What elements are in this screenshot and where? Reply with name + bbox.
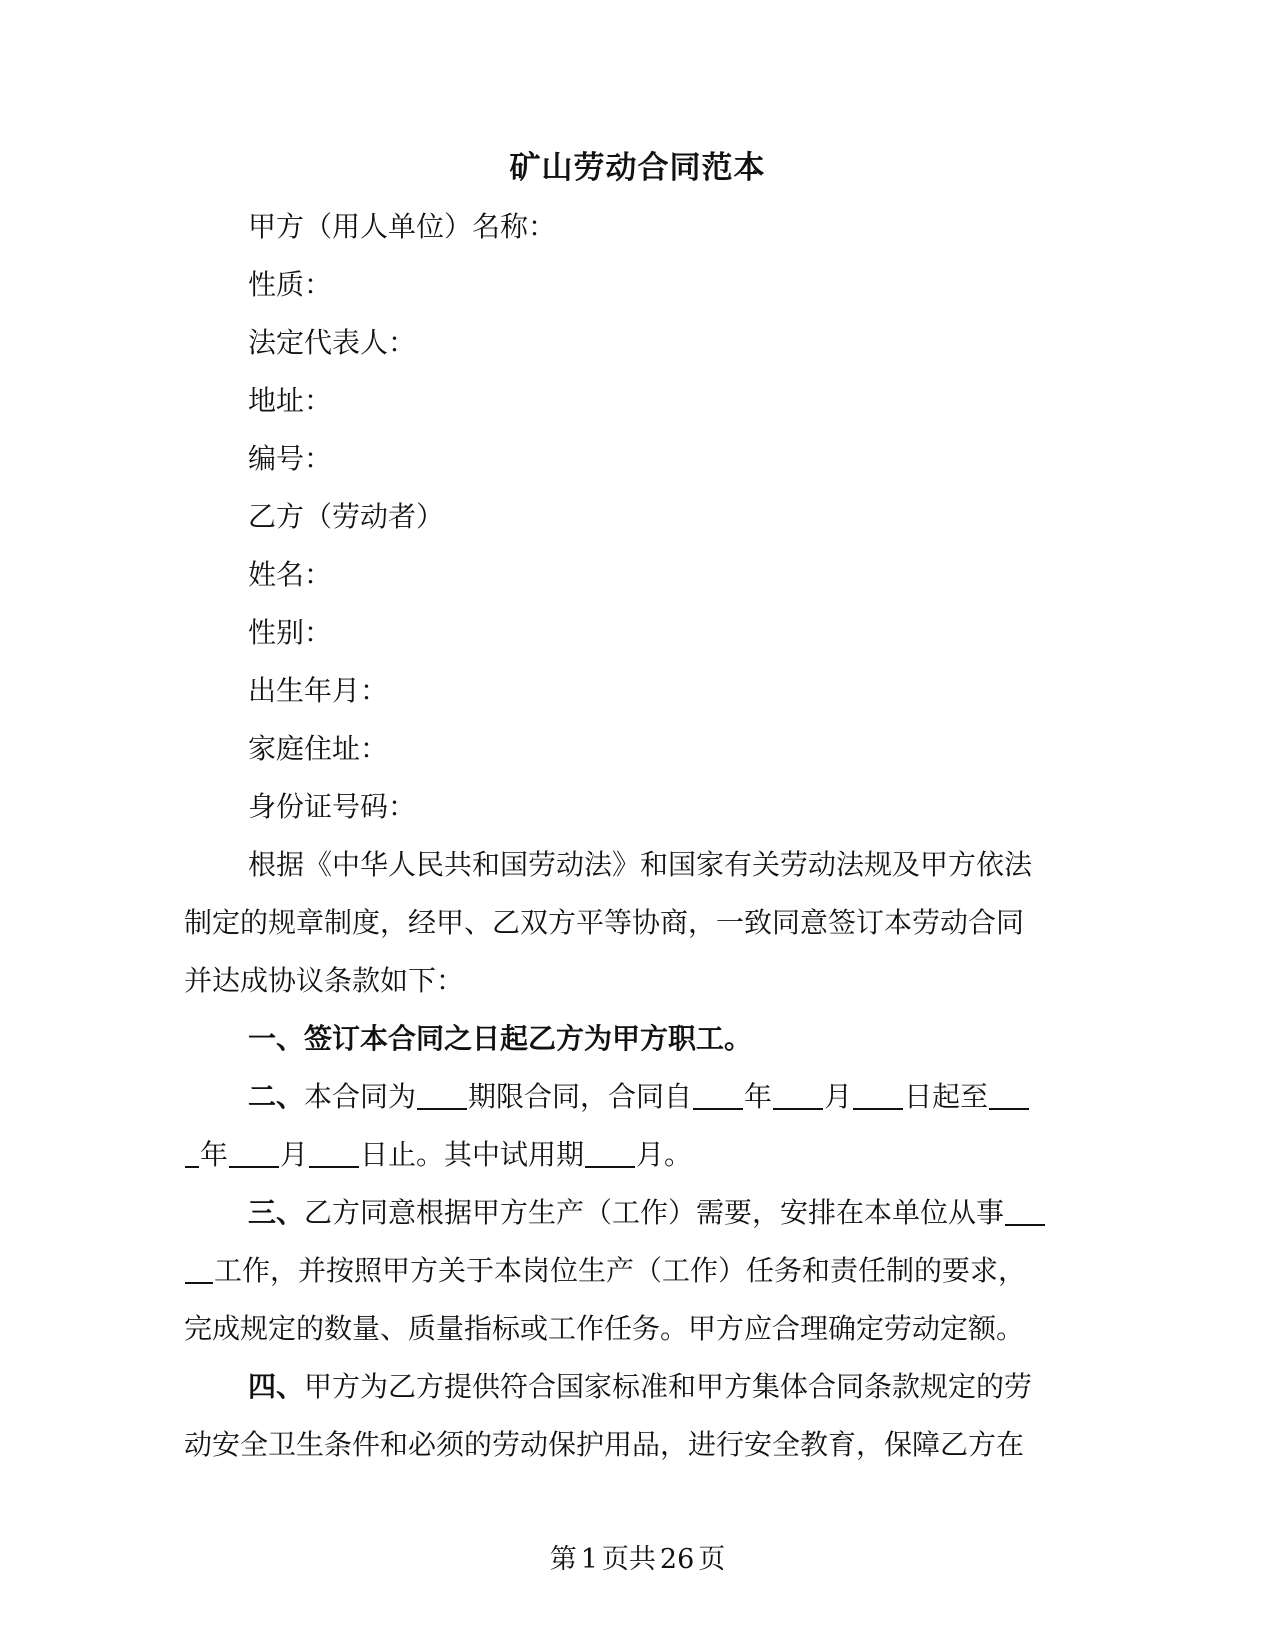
blank-probation-months <box>585 1136 635 1168</box>
clause-2-number: 二、 <box>248 1080 305 1113</box>
blank-start-month <box>773 1078 823 1110</box>
field-id-number: 身份证号码： <box>248 790 417 823</box>
clause-4-line-1 <box>184 1358 1086 1416</box>
blank-end-year-part-1 <box>989 1078 1029 1110</box>
field-employee-heading: 乙方（劳动者） <box>248 500 445 533</box>
blank-end-year-part-2 <box>185 1136 199 1168</box>
footer-total-pages: 26 <box>659 1544 695 1575</box>
clause-2-text-d: 月 <box>824 1080 853 1113</box>
clause-3-text-a: 乙方同意根据甲方生产（工作）需要，安排在本单位从事 <box>304 1196 1005 1229</box>
intro-line-3: 并达成协议条款如下： <box>184 964 465 997</box>
clause-1: 一、签订本合同之日起乙方为甲方职工。 <box>248 1022 753 1055</box>
blank-end-month <box>229 1136 279 1168</box>
field-legal-representative: 法定代表人： <box>248 326 417 359</box>
field-address: 地址： <box>248 384 333 417</box>
clause-2-text-g: 月 <box>280 1138 309 1171</box>
clause-2-text-e: 日起至 <box>904 1080 989 1113</box>
clause-3-line-2 <box>184 1242 1086 1300</box>
document-title: 矿山劳动合同范本 <box>509 150 766 186</box>
field-number: 编号： <box>248 442 333 475</box>
blank-term-type <box>417 1078 467 1110</box>
footer-middle: 页共 <box>601 1544 656 1575</box>
footer-page-number: 1 <box>580 1544 598 1575</box>
field-home-address: 家庭住址： <box>248 732 389 765</box>
intro-line-1: 根据《中华人民共和国劳动法》和国家有关劳动法规及甲方依法 <box>248 848 1033 881</box>
clause-3-line-1 <box>184 1184 1086 1242</box>
clause-4-text-a: 甲方为乙方提供符合国家标准和甲方集体合同条款规定的劳 <box>304 1370 1033 1403</box>
clause-4-number: 四、 <box>248 1370 305 1403</box>
clause-3-line-3: 完成规定的数量、质量指标或工作任务。甲方应合理确定劳动定额。 <box>184 1312 1025 1345</box>
footer-prefix: 第 <box>549 1544 577 1575</box>
blank-end-day <box>309 1136 359 1168</box>
clause-2-text-a: 本合同为 <box>304 1080 417 1113</box>
blank-start-day <box>853 1078 903 1110</box>
page-footer <box>0 1540 1275 1580</box>
clause-2-text-h: 日止。其中试用期 <box>360 1138 585 1171</box>
clause-2-text-c: 年 <box>744 1080 773 1113</box>
blank-job-part-1 <box>1005 1194 1045 1226</box>
field-gender: 性别： <box>248 616 333 649</box>
blank-job-part-2 <box>185 1252 213 1284</box>
field-nature: 性质： <box>248 268 333 301</box>
field-employer-name: 甲方（用人单位）名称： <box>248 210 557 243</box>
footer-suffix: 页 <box>698 1544 726 1575</box>
intro-line-2: 制定的规章制度，经甲、乙双方平等协商，一致同意签订本劳动合同 <box>184 906 1025 939</box>
clause-2-text-b: 期限合同，合同自 <box>468 1080 693 1113</box>
clause-3-number: 三、 <box>248 1196 305 1229</box>
blank-start-year <box>693 1078 743 1110</box>
clause-2-text-i: 月。 <box>636 1138 693 1171</box>
clause-4-line-2: 动安全卫生条件和必须的劳动保护用品，进行安全教育，保障乙方在 <box>184 1428 1025 1461</box>
document-body <box>184 198 1086 1474</box>
field-name: 姓名： <box>248 558 333 591</box>
clause-2-line-2 <box>184 1126 1086 1184</box>
field-birth-date: 出生年月： <box>248 674 389 707</box>
clause-2-line-1 <box>184 1068 1086 1126</box>
clause-2-text-f: 年 <box>200 1138 229 1171</box>
clause-3-text-b: 工作，并按照甲方关于本岗位生产（工作）任务和责任制的要求， <box>214 1254 1027 1287</box>
